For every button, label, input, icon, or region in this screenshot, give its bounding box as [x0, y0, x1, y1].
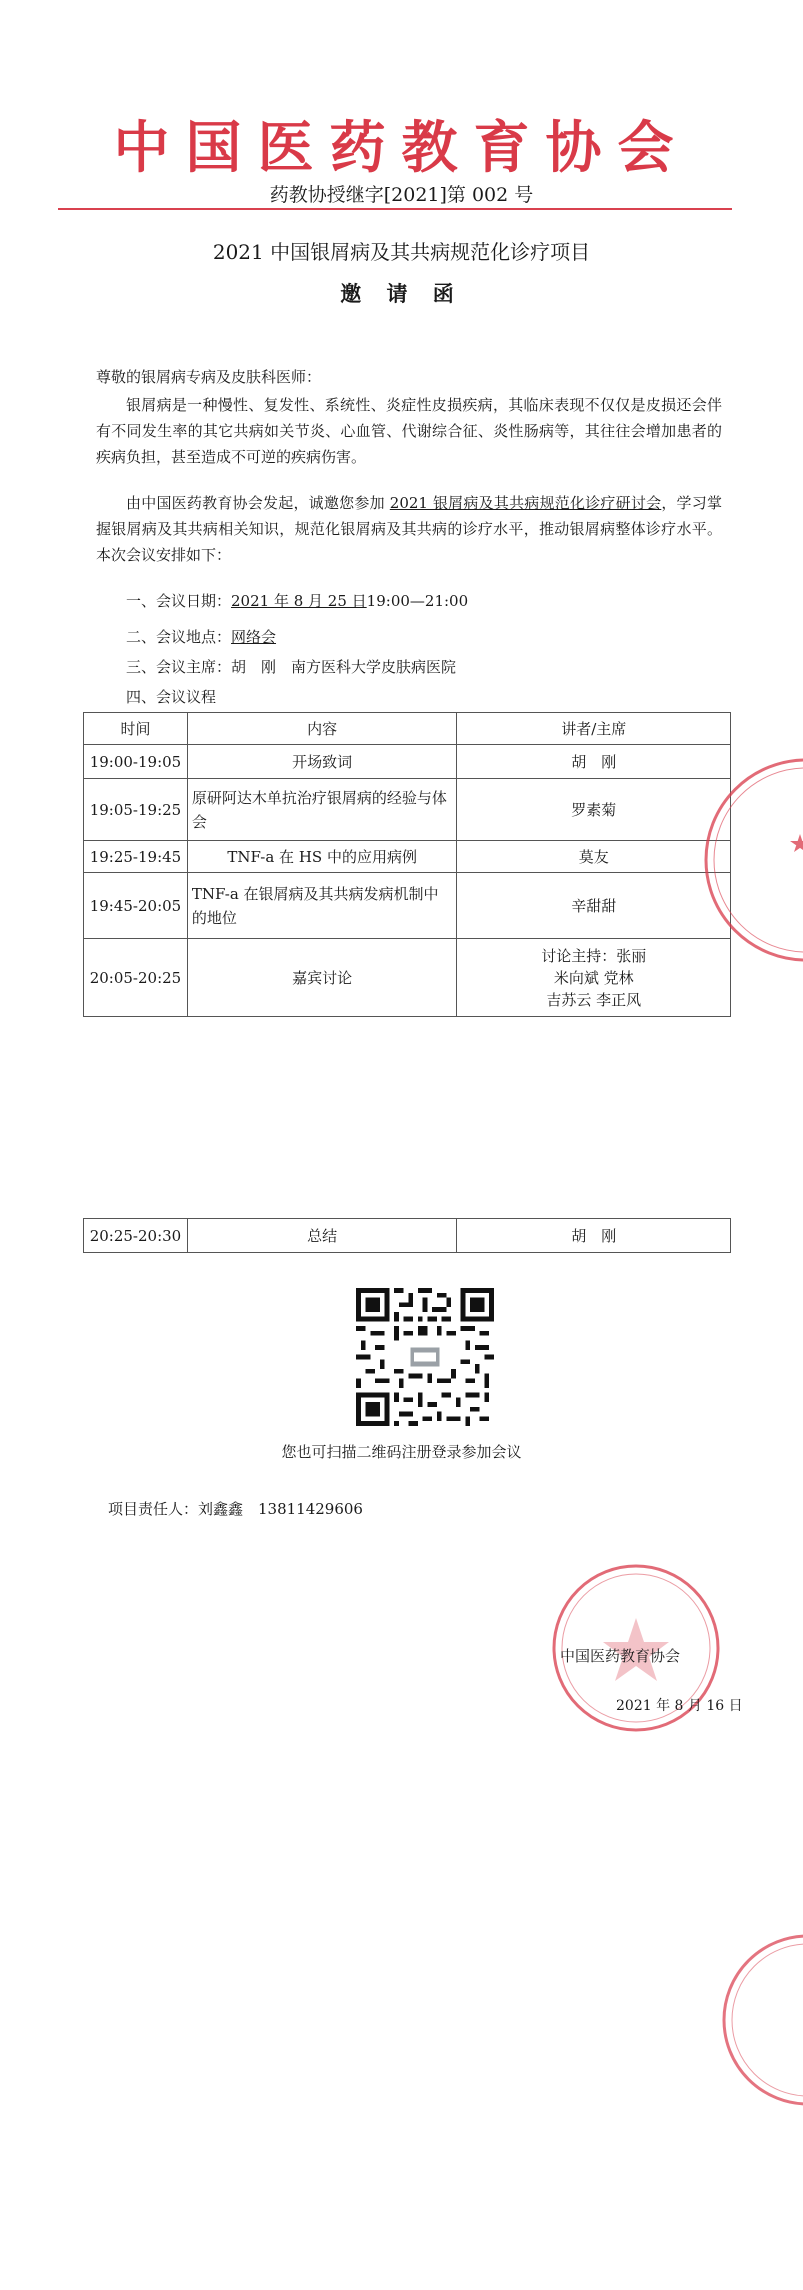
speaker-line: 米向斌 党林	[553, 968, 634, 987]
agenda-heading: 四、会议议程	[126, 688, 217, 706]
table-row	[84, 873, 731, 939]
table-row	[84, 745, 731, 779]
meeting-place-value: 网络会	[231, 628, 277, 646]
row-content: TNF-a 在银屑病及其共病发病机制中的地位	[187, 873, 457, 939]
row-time: 19:45-20:05	[84, 873, 188, 939]
row-speaker: 胡 刚	[457, 745, 731, 779]
row-content: 总结	[187, 1219, 457, 1253]
table-row	[84, 841, 731, 873]
speaker-line: 讨论主持：张丽	[541, 946, 647, 965]
row-time: 19:00-19:05	[84, 745, 188, 779]
agenda-table	[83, 712, 731, 1017]
header-speaker: 讲者/主席	[457, 713, 731, 745]
row-speaker: 胡 刚	[457, 1219, 731, 1253]
meeting-place	[126, 626, 276, 647]
meeting-host: 三、会议主席：胡 刚 南方医科大学皮肤病医院	[126, 658, 457, 676]
meeting-time-value: 19:00—21:00	[366, 592, 469, 610]
invite-paragraph	[96, 490, 722, 568]
row-time: 20:25-20:30	[84, 1219, 188, 1253]
header-divider	[58, 208, 732, 210]
signature-organization: 中国医药教育协会	[560, 1647, 681, 1665]
row-time: 19:25-19:45	[84, 841, 188, 873]
salutation: 尊敬的银屑病专病及皮肤科医师：	[96, 368, 322, 386]
partial-seal-stamp	[698, 750, 803, 970]
registration-qr-code[interactable]	[356, 1288, 494, 1426]
event-name: 2021 银屑病及其共病规范化诊疗研讨会	[389, 494, 662, 512]
meeting-date	[126, 590, 468, 611]
row-speaker	[457, 939, 731, 1017]
invite-text-before: 由中国医药教育协会发起，诚邀您参加	[126, 494, 390, 512]
signature-date: 2021 年 8 月 16 日	[616, 1698, 743, 1714]
document-title: 2021 中国银屑病及其共病规范化诊疗项目	[212, 240, 591, 264]
row-content: 嘉宾讨论	[187, 939, 457, 1017]
row-time: 20:05-20:25	[84, 939, 188, 1017]
meeting-date-label: 一、会议日期：	[126, 592, 232, 610]
header-content: 内容	[187, 713, 457, 745]
meeting-date-value: 2021 年 8 月 25 日	[231, 592, 367, 610]
row-content: 原研阿达木单抗治疗银屑病的经验与体会	[187, 779, 457, 841]
row-speaker: 辛甜甜	[457, 873, 731, 939]
row-speaker: 罗素菊	[457, 779, 731, 841]
summary-table	[83, 1218, 731, 1253]
invite-text-after: ，学习掌握银屑病及其共病相关知识，规范化银屑病及其共病的诊疗水平，推动银屑病整体诊疗水平。本次会议安排如下：	[96, 494, 722, 564]
row-content: 开场致词	[187, 745, 457, 779]
row-speaker: 莫友	[457, 841, 731, 873]
table-row	[84, 1219, 731, 1253]
table-row	[84, 939, 731, 1017]
speaker-line: 吉苏云 李正风	[546, 990, 642, 1009]
row-time: 19:05-19:25	[84, 779, 188, 841]
meeting-place-label: 二、会议地点：	[126, 628, 232, 646]
intro-paragraph: 银屑病是一种慢性、复发性、系统性、炎症性皮损疾病，其临床表现不仅仅是皮损还会伴有不同发生率的其它共病如关节炎、心血管、代谢综合征、炎性肠病等，其往往会增加患者的疾病负担，甚至造成不可逆的疾病伤害。	[96, 396, 722, 466]
organization-name: 中国医药教育协会	[113, 116, 690, 181]
document-subtitle: 邀 请 函	[340, 281, 463, 306]
header-time: 时间	[84, 713, 188, 745]
document-number: 药教协授继字[2021]第 002 号	[269, 184, 534, 206]
project-contact: 项目责任人：刘鑫鑫 13811429606	[108, 1500, 363, 1518]
partial-seal-stamp-lower	[708, 1930, 803, 2110]
table-header-row	[84, 713, 731, 745]
table-row	[84, 779, 731, 841]
row-content: TNF-a 在 HS 中的应用病例	[187, 841, 457, 873]
qr-caption: 您也可扫描二维码注册登录参加会议	[281, 1443, 522, 1461]
